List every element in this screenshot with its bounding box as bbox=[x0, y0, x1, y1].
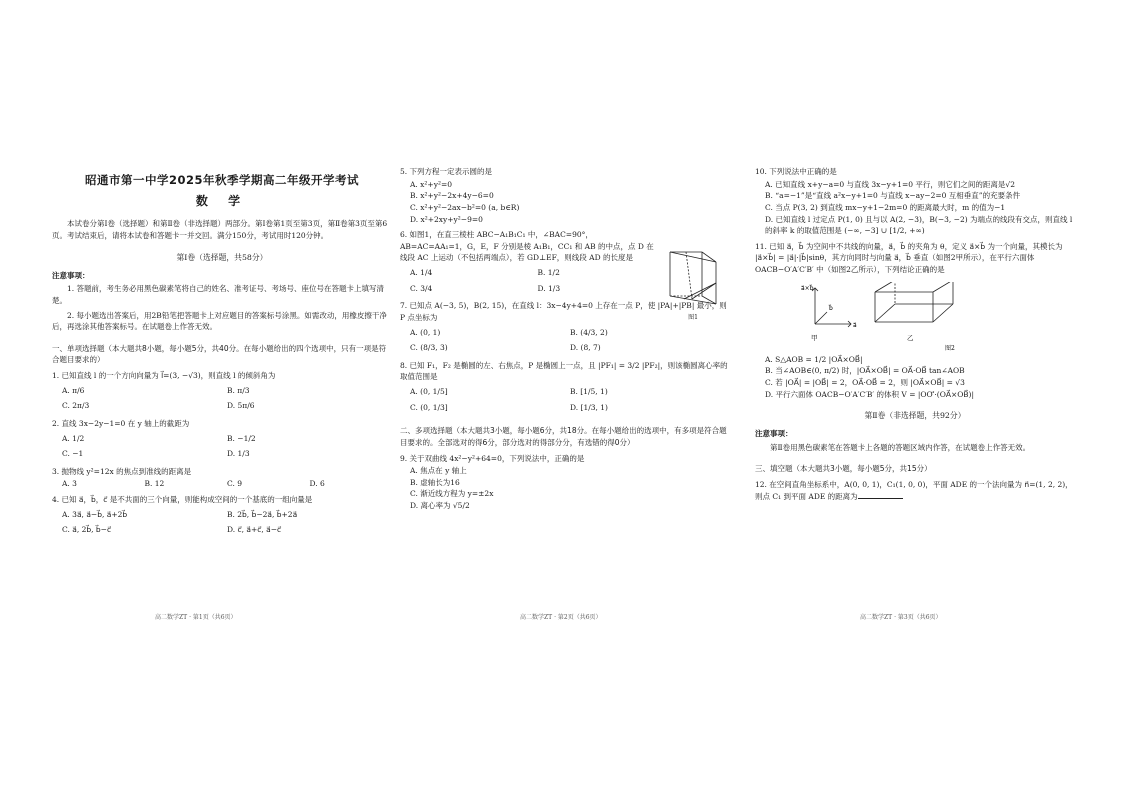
option: B. x²+y²−2x+4y−6=0 bbox=[410, 191, 494, 201]
option: D. 离心率为 √5/2 bbox=[410, 501, 470, 510]
question-stem: 11. 已知 a⃗，b⃗ 为空间中不共线的向量，a⃗，b⃗ 的夹角为 θ，定义 a⃗×b⃗ 为一个向量，其模长为 |a⃗×b⃗| = |a⃗|·|b⃗|sinθ，其方向同时与向量 a⃗，b⃗ 垂直（如图2甲所示），在平行六面体 OACB−O′A′C′B′ 中（如图2乙所示），下列结论正确的是 bbox=[755, 241, 1063, 274]
question-stem: 2. 直线 3x−2y−1=0 在 y 轴上的截距为 bbox=[52, 418, 190, 428]
question-stem: 3. 抛物线 y²=12x 的焦点到准线的距离是 bbox=[52, 466, 192, 476]
option: C. (0, 1/3] bbox=[410, 402, 448, 412]
figure-caption: 乙 bbox=[907, 333, 914, 342]
figure-caption: 图1 bbox=[688, 314, 698, 321]
figure-caption: 图2 bbox=[945, 344, 955, 352]
vector-label: a⃗ bbox=[853, 321, 857, 329]
option: A. 焦点在 y 轴上 bbox=[410, 466, 467, 476]
page-footer: 高二数学ZT · 第2页（共6页） bbox=[520, 614, 602, 621]
exam-subject: 数 学 bbox=[195, 193, 249, 208]
fill-blank-heading: 三、填空题（本大题共3小题，每小题5分，共15分） bbox=[755, 464, 932, 474]
page-footer: 高二数学ZT · 第1页（共6页） bbox=[155, 614, 237, 621]
option: B. 虚轴长为16 bbox=[410, 477, 460, 487]
figure-prism bbox=[662, 244, 724, 321]
option: A. 已知直线 x+y−a=0 与直线 3x−y+1=0 平行，则它们之间的距离是√2 bbox=[765, 179, 1015, 189]
question-stem: 9. 关于双曲线 4x²−y²+64=0，下列说法中，正确的是 bbox=[400, 453, 585, 463]
notice-item: 1. 答题前，考生务必用黑色碳素笔将自己的姓名、准考证号、考场号、座位号在答题卡上填写清楚。 bbox=[52, 284, 385, 305]
question-stem bbox=[755, 479, 1075, 502]
option: D. x²+2xy+y²−9=0 bbox=[410, 214, 483, 224]
option: D. 1/3 bbox=[227, 449, 250, 459]
option: B. “a=−1”是“直线 a²x−y+1=0 与直线 x−ay−2=0 互相垂直”的充要条件 bbox=[765, 191, 1021, 201]
option: D. c⃗, a⃗+c⃗, a⃗−c⃗ bbox=[227, 525, 282, 535]
option: A. 1/4 bbox=[410, 268, 433, 277]
vector-label: b⃗ bbox=[829, 304, 833, 312]
option: A. (0, 1/5] bbox=[410, 387, 448, 396]
option: B. 2b⃗, b⃗−2a⃗, b⃗+2a⃗ bbox=[227, 509, 298, 519]
option: A. S△AOB = 1/2 |OA⃗×OB⃗| bbox=[765, 354, 863, 364]
question-stem: 6. 如图1，在直三棱柱 ABC−A₁B₁C₁ 中，∠BAC=90°，AB=AC=AA₁=1，G，E，F 分别是棱 A₁B₁，CC₁ 和 AB 的中点，点 D 在线段 AC 上运动（不包括两端点），若 GD⊥EF，则线段 AD 的长度是 bbox=[400, 230, 654, 263]
question-stem: 5. 下列方程一定表示圆的是 bbox=[400, 167, 493, 176]
option: B. [1/5, 1) bbox=[570, 387, 608, 396]
option: D. 1/3 bbox=[537, 283, 561, 293]
notice-item: 第Ⅱ卷用黑色碳素笔在答题卡上各题的答题区域内作答，在试题卷上作答无效。 bbox=[770, 442, 1031, 452]
option: C. a⃗, 2b⃗, b⃗−c⃗ bbox=[62, 525, 112, 535]
option: C. 当点 P(3, 2) 到直线 mx−y+1−2m=0 的距离最大时，m 的值为−1 bbox=[765, 202, 1006, 212]
option: B. −1/2 bbox=[227, 433, 256, 443]
notice-title: 注意事项： bbox=[755, 429, 793, 439]
option: B. 12 bbox=[144, 479, 165, 489]
option: D. 已知直线 l 过定点 P(1, 0) 且与以 A(2, −3)，B(−3, −2) 为端点的线段有交点，则直线 l 的斜率 k 的取值范围是 (−∞, −3] ∪ [1/2, +∞) bbox=[765, 214, 1073, 236]
option: C. 3/4 bbox=[410, 283, 433, 293]
option: C. 2π/3 bbox=[62, 401, 90, 411]
vector-diagrams bbox=[795, 282, 1015, 354]
part2-heading: 第Ⅱ卷（非选择题，共92分） bbox=[864, 411, 966, 421]
option: D. 平行六面体 OACB−O′A′C′B′ 的体积 V = |OO′⃗·(OA⃗×OB⃗)| bbox=[765, 389, 975, 399]
option: B. 1/2 bbox=[537, 268, 560, 277]
option: C. 渐近线方程为 y=±2x bbox=[410, 489, 494, 499]
page-1 bbox=[52, 162, 392, 538]
exam-intro: 本试卷分第Ⅰ卷（选择题）和第Ⅱ卷（非选择题）两部分。第Ⅰ卷第1页至第3页，第Ⅱ卷第3页至第6页。考试结束后，请将本试卷和答题卡一并交回。满分150分，考试用时120分钟。 bbox=[52, 219, 388, 241]
option: A. x²+y²=0 bbox=[410, 179, 453, 189]
single-choice-heading: 一、单项选择题（本大题共8小题，每小题5分，共40分。在每小题给出的四个选项中，只有一项是符合题目要求的） bbox=[52, 343, 387, 365]
question-stem: 8. 已知 F₁，F₂ 是椭圆的左、右焦点，P 是椭圆上一点，且 |PF₁| = 3/2 |PF₂|，则该椭圆离心率的取值范围是 bbox=[400, 360, 728, 382]
option: B. 当∠AOB∈(0, π/2) 时，|OA⃗×OB⃗| = OA⃗·OB⃗ tan∠AOB bbox=[765, 366, 965, 376]
page-2 bbox=[400, 162, 730, 512]
option: A. (0, 1) bbox=[410, 327, 441, 337]
option: A. 3a⃗, a⃗−b⃗, a⃗+2b⃗ bbox=[62, 509, 128, 519]
option: D. (8, 7) bbox=[570, 343, 601, 353]
option: C. −1 bbox=[62, 449, 84, 459]
page-3 bbox=[755, 162, 1075, 503]
answer-blank bbox=[858, 498, 903, 499]
question-text: 12. 在空间直角坐标系中，A(0, 0, 1)，C₁(1, 0, 0)，平面 ADE 的一个法向量为 n⃗=(1, 2, 2)，则点 C₁ 到平面 ADE 的距离为 bbox=[755, 480, 1073, 501]
option: D. 6 bbox=[309, 479, 325, 489]
question-stem: 1. 已知直线 l 的一个方向向量为 l⃗=(3, −√3)，则直线 l 的倾斜角为 bbox=[52, 371, 276, 381]
vector-label: a⃗×b⃗ bbox=[801, 284, 814, 292]
option: C. x²+y²−2ax−b²=0 (a, b∈R) bbox=[410, 202, 520, 212]
notice-item: 2. 每小题选出答案后，用2B铅笔把答题卡上对应题目的答案标号涂黑。如需改动，用橡皮擦干净后，再选涂其他答案标号。在试题卷上作答无效。 bbox=[52, 310, 387, 332]
option: C. (8/3, 3) bbox=[410, 343, 448, 353]
option: B. π/3 bbox=[227, 385, 250, 395]
multi-choice-heading: 二、多项选择题（本大题共3小题，每小题6分，共18分。在每小题给出的选项中，有多项是符合题目要求的。全部选对的得6分，部分选对的得部分分，有选错的得0分） bbox=[400, 426, 727, 447]
page-footer: 高二数学ZT · 第3页（共6页） bbox=[860, 614, 942, 621]
part1-heading: 第Ⅰ卷（选择题，共58分） bbox=[176, 252, 268, 262]
question-stem: 7. 已知点 A(−3, 5)，B(2, 15)，在直线 l：3x−4y+4=0 上存在一点 P，使 |PA|+|PB| 最小，则 P 点坐标为 bbox=[400, 301, 727, 322]
prism-diagram bbox=[662, 244, 724, 314]
option: D. 5π/6 bbox=[227, 401, 255, 411]
exam-title: 昭通市第一中学2025年秋季学期高二年级开学考试 bbox=[84, 173, 359, 187]
option: B. (4/3, 2) bbox=[570, 327, 608, 337]
option: C. 9 bbox=[227, 479, 243, 489]
option: A. π/6 bbox=[62, 385, 85, 395]
question-stem: 4. 已知 a⃗，b⃗，c⃗ 是不共面的三个向量，则能构成空间的一个基底的一组向量是 bbox=[52, 495, 313, 505]
figure-caption: 甲 bbox=[811, 333, 818, 342]
notice-title: 注意事项： bbox=[52, 270, 90, 280]
question-stem: 10. 下列说法中正确的是 bbox=[755, 167, 837, 176]
option: A. 3 bbox=[62, 479, 77, 489]
option: A. 1/2 bbox=[62, 433, 85, 443]
option: C. 若 |OA⃗| = |OB⃗| = 2，OA⃗·OB⃗ = 2，则 |OA⃗×OB⃗| = √3 bbox=[765, 377, 965, 387]
option: D. [1/3, 1) bbox=[570, 402, 608, 412]
figure-vectors bbox=[795, 282, 1075, 354]
